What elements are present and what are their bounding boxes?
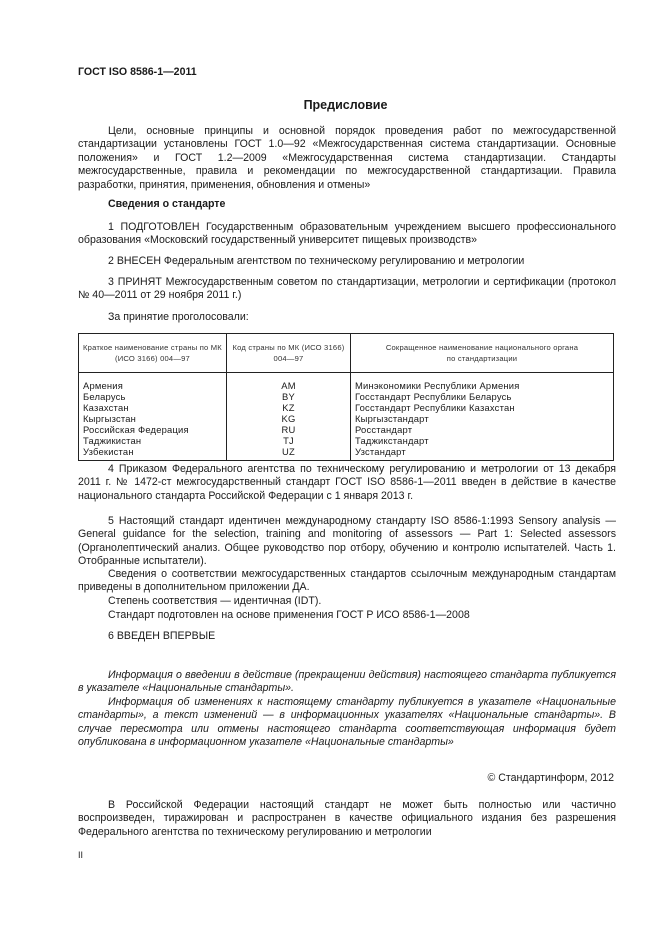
- info-paragraph-1: Информация о введении в действие (прекращении действия) настоящего стандарта публикуется в указателе «Национальные стандарты».: [78, 669, 616, 695]
- table-row: [79, 435, 614, 446]
- country-name: Таджикистан: [79, 435, 227, 446]
- country-name: Российская Федерация: [79, 424, 227, 435]
- vote-label: За принятие проголосовали:: [108, 311, 249, 323]
- country-code: BY: [227, 391, 351, 402]
- standards-body: Госстандарт Республики Беларусь: [351, 391, 614, 402]
- standards-body: Минэкономики Республики Армения: [351, 373, 614, 392]
- column-header: Сокращенное наименование национального органа по стандартизации: [351, 334, 614, 373]
- page-number: II: [78, 850, 84, 860]
- item-4: 4 Приказом Федерального агентства по техническому регулированию и метрологии от 13 декабря 2011 г. № 1472-ст межгосударственный стандарт ГОСТ ISO 8586-1—2011 введен в действие в качестве национального стандарта Российской Федерации с 1 января 2013 г.: [78, 463, 616, 502]
- table-row: [79, 402, 614, 413]
- page-title: Предисловие: [303, 98, 388, 112]
- standards-body: Узстандарт: [351, 446, 614, 461]
- item-5: 5 Настоящий стандарт идентичен международному стандарту ISO 8586-1:1993 Sensory analysis — General guidance for the selection, training and monitoring of assessors — Part 1: Selected assessors (Органолептический анализ. Общее руководство пор отбору, обучению и контролю испытателей. Часть 1. Отобранные испытатели).: [78, 515, 616, 568]
- country-code: KZ: [227, 402, 351, 413]
- table-row: [79, 391, 614, 402]
- item-3: 3 ПРИНЯТ Межгосударственным советом по стандартизации, метрологии и сертификации (протокол № 40—2011 от 29 ноября 2011 г.): [78, 276, 616, 302]
- item-1: 1 ПОДГОТОВЛЕН Государственным образовательным учреждением высшего профессионального образования «Московский государственный университет пищевых производств»: [78, 221, 616, 247]
- voting-table: [78, 333, 614, 461]
- table-row: [79, 373, 614, 392]
- country-name: Кыргызстан: [79, 413, 227, 424]
- standards-body: Кыргызстандарт: [351, 413, 614, 424]
- item-5-basis: Стандарт подготовлен на основе применения ГОСТ Р ИСО 8586-1—2008: [108, 609, 470, 621]
- item-6: 6 ВВЕДЕН ВПЕРВЫЕ: [108, 630, 216, 642]
- table-row: [79, 446, 614, 461]
- country-code: UZ: [227, 446, 351, 461]
- copyright: © Стандартинформ, 2012: [487, 772, 614, 784]
- country-code: RU: [227, 424, 351, 435]
- standards-body: Росстандарт: [351, 424, 614, 435]
- info-paragraph-2: Информация об изменениях к настоящему стандарту публикуется в указателе «Национальные стандарты», а текст изменений — в информационных указателях «Национальные стандарты». В случае пересмотра или отмены настоящего стандарта соответствующая информация будет опубликована в информационном указателе «Национальные стандарты»: [78, 696, 616, 749]
- country-name: Беларусь: [79, 391, 227, 402]
- country-code: AM: [227, 373, 351, 392]
- country-code: TJ: [227, 435, 351, 446]
- table-row: [79, 413, 614, 424]
- column-header: Код страны по МК (ИСО 3166) 004—97: [227, 334, 351, 373]
- standards-body: Госстандарт Республики Казахстан: [351, 402, 614, 413]
- country-name: Казахстан: [79, 402, 227, 413]
- column-header: Краткое наименование страны по МК (ИСО 3166) 004—97: [79, 334, 227, 373]
- country-code: KG: [227, 413, 351, 424]
- item-5-degree: Степень соответствия — идентичная (IDT).: [108, 595, 322, 607]
- section-title: Сведения о стандарте: [108, 198, 226, 210]
- notice-paragraph: В Российской Федерации настоящий стандарт не может быть полностью или частично воспроизведен, тиражирован и распространен в качестве официального издания без разрешения Федерального агентства по техническому регулированию и метрологии: [78, 799, 616, 838]
- document-header: ГОСТ ISO 8586-1—2011: [78, 66, 197, 78]
- country-name: Узбекистан: [79, 446, 227, 461]
- standards-body: Таджикстандарт: [351, 435, 614, 446]
- item-2: 2 ВНЕСЕН Федеральным агентством по техническому регулированию и метрологии: [108, 255, 525, 267]
- table-row: [79, 424, 614, 435]
- intro-paragraph: Цели, основные принципы и основной порядок проведения работ по межгосударственной стандартизации установлены ГОСТ 1.0—92 «Межгосударственная система стандартизации. Основные положения» и ГОСТ 1.2—2009 «Межгосударственная система стандартизации. Стандарты межгосударственные, правила и рекомендации по межгосударственной стандартизации. Правила разработки, принятия, применения, обновления и отмены»: [78, 125, 616, 191]
- country-name: Армения: [79, 373, 227, 392]
- item-5-references: Сведения о соответствии межгосударственных стандартов ссылочным международным стандартам приведены в дополнительном приложении ДА.: [78, 568, 616, 594]
